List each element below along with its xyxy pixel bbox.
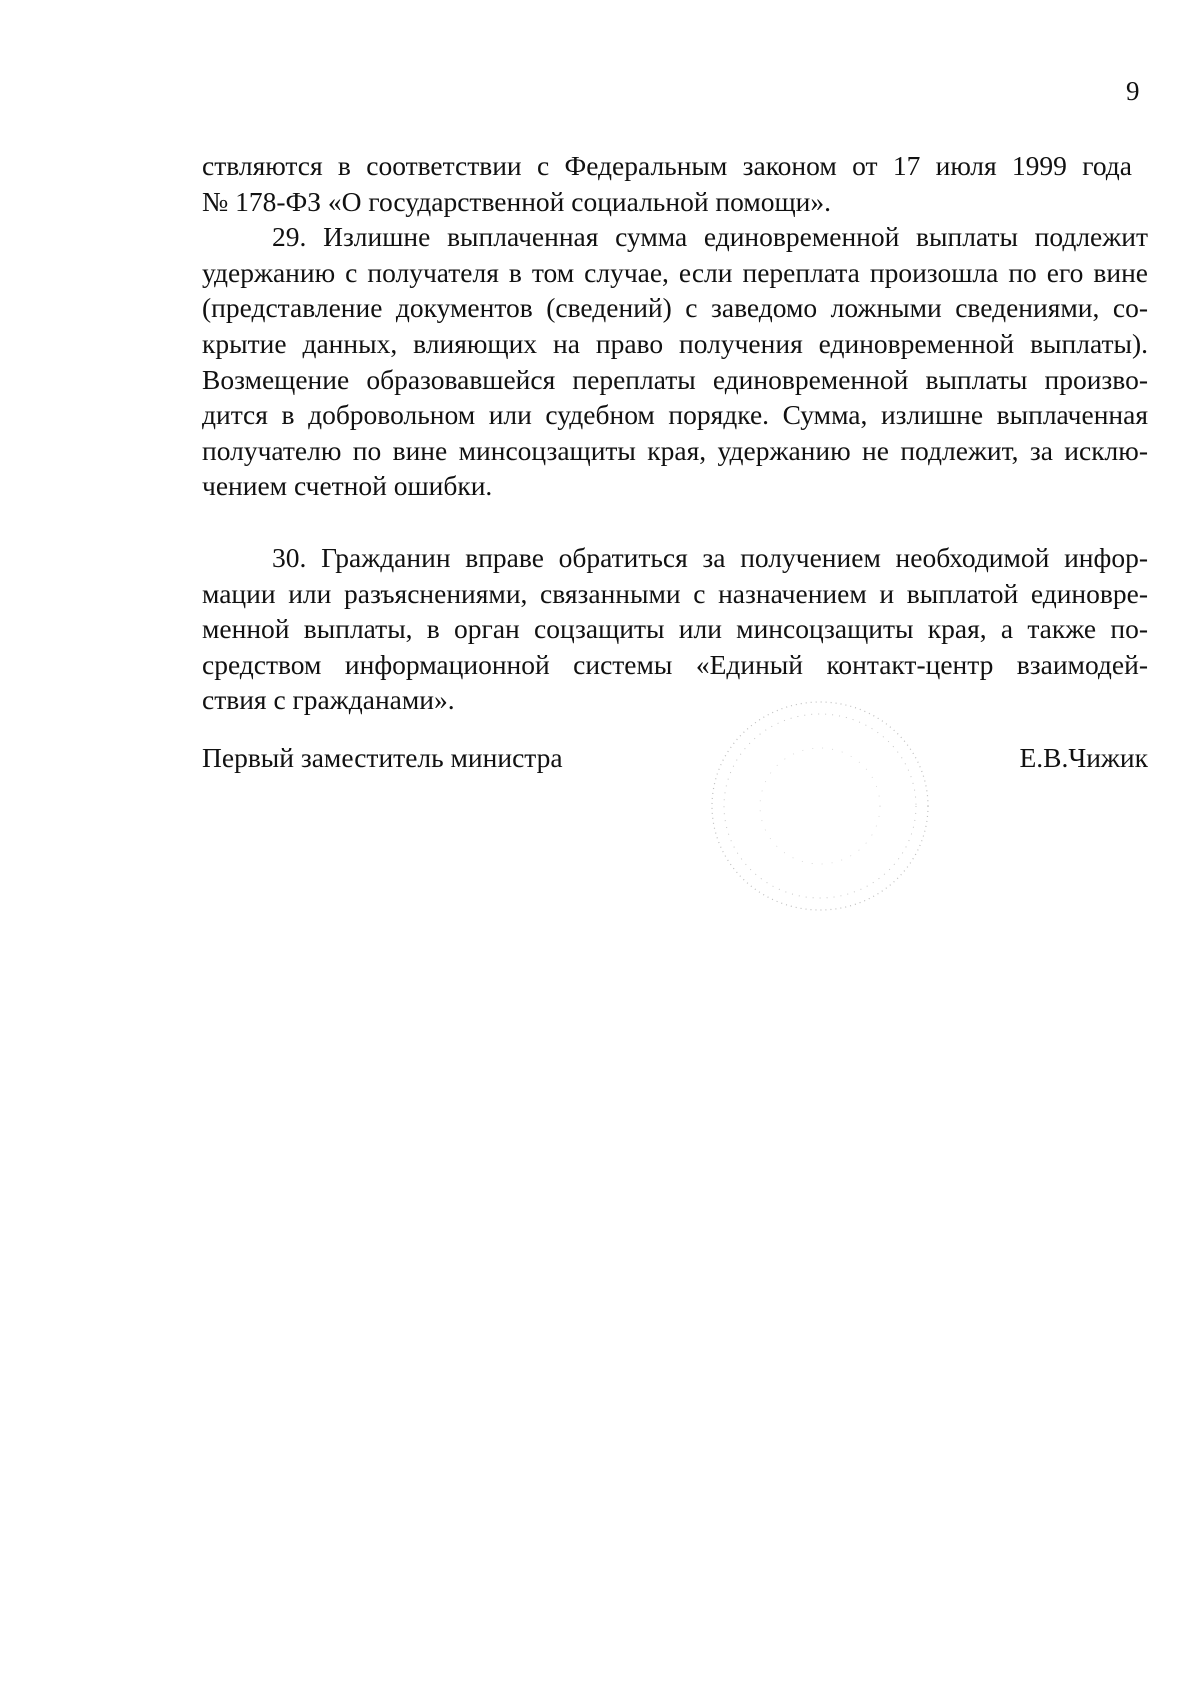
- page-number: 9: [1126, 76, 1140, 106]
- text-line: крытие данных, влияющих на право получения единовременной выплаты).: [202, 327, 1148, 359]
- text-line: 29. Излишне выплаченная сумма единовременной выплаты подлежит: [272, 221, 1148, 253]
- paragraph-item-30: [202, 540, 1148, 718]
- paragraph-spacer: [202, 504, 1148, 540]
- signer-title: Первый заместитель министра: [202, 742, 563, 773]
- signer-name: Е.В.Чижик: [1019, 742, 1148, 773]
- text-line: менной выплаты, в орган соцзащиты или минсоцзащиты края, а также по-: [202, 613, 1148, 645]
- text-line: Возмещение образовавшейся переплаты единовременной выплаты произво-: [202, 363, 1148, 395]
- text-line: ствия с гражданами».: [202, 684, 455, 716]
- text-line: дится в добровольном или судебном порядке. Сумма, излишне выплаченная: [202, 399, 1148, 431]
- text-line: (представление документов (сведений) с заведомо ложными сведениями, со-: [202, 292, 1148, 324]
- paragraph-continuation: [202, 148, 1148, 219]
- stamp-seal: [700, 690, 940, 922]
- paragraph-item-29: [202, 219, 1148, 504]
- text-line: 30. Гражданин вправе обратиться за получением необходимой инфор-: [272, 541, 1148, 573]
- text-line: ствляются в соответствии с Федеральным законом от 17 июля 1999 года: [202, 150, 1132, 181]
- text-line: получателю по вине минсоцзащиты края, удержанию не подлежит, за исклю-: [202, 434, 1148, 466]
- text-line: чением счетной ошибки.: [202, 470, 493, 502]
- document-body: [202, 148, 1148, 718]
- text-line: средством информационной системы «Единый контакт-центр взаимодей-: [202, 648, 1148, 680]
- text-line: удержанию с получателя в том случае, если переплата произошла по его вине: [202, 256, 1148, 288]
- text-line: № 178-ФЗ «О государственной социальной помощи».: [202, 185, 832, 217]
- text-line: мации или разъяснениями, связанными с назначением и выплатой единовре-: [202, 577, 1148, 609]
